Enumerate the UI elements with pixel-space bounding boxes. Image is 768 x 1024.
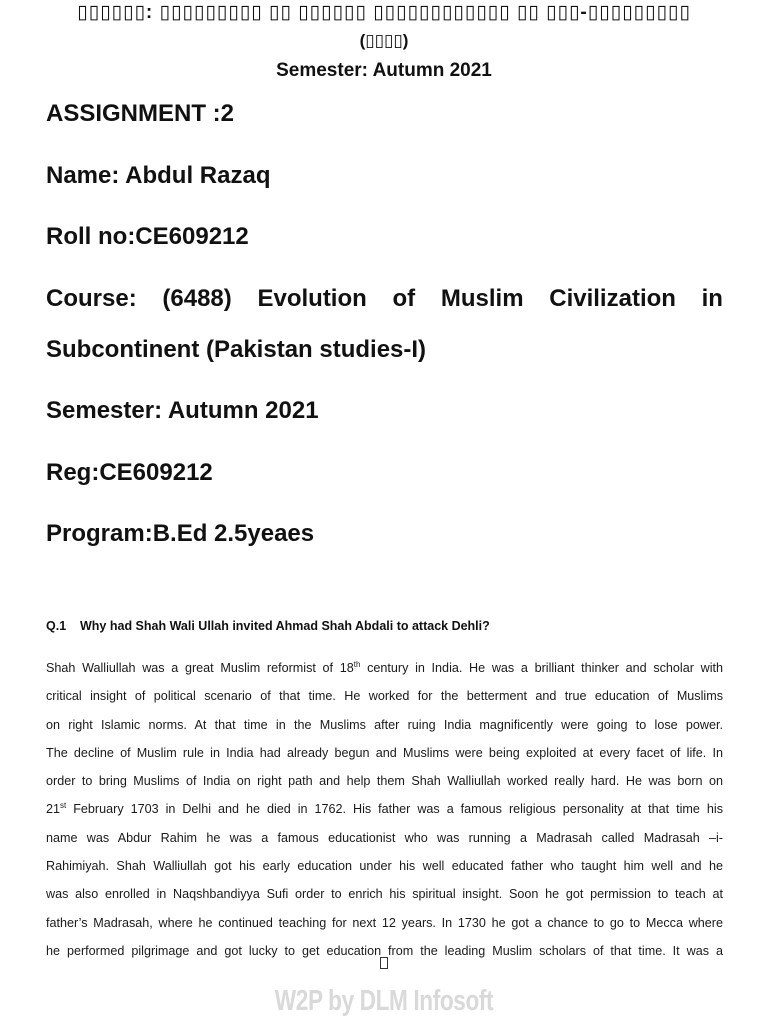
registration-number: Reg:CE609212 <box>46 459 213 486</box>
course-continuation: Subcontinent (Pakistan studies-I) <box>46 336 427 363</box>
answer-line: he performed pilgrimage and got lucky to get education from the leading Muslim scholars of that time. It was a <box>46 943 723 958</box>
watermark: W2P by DLM Infosoft <box>274 985 494 1017</box>
answer-line: name was Abdur Rahim he was a famous educationist who was running a Madrasah called Madrasah –i- <box>46 830 723 845</box>
roll-number: Roll no:CE609212 <box>46 223 249 250</box>
answer-line: Rahimiyah. Shah Walliullah got his early education under his well educated father who taught him well and he <box>46 859 723 874</box>
course-word: Course: <box>46 285 137 312</box>
answer-line: was also enrolled in Naqshbandiyya Sufi order to enrich his spiritual insight. Soon he got permission to teach at <box>46 887 723 902</box>
course-line <box>46 285 723 313</box>
answer-line: on right Islamic norms. At that time in the Muslims after ruing India magnificently were going to lose power. <box>46 717 723 732</box>
course-word: of <box>392 285 416 312</box>
course-word: Civilization <box>549 285 676 312</box>
course-word: Evolution <box>257 285 367 312</box>
student-name: Name: Abdul Razaq <box>46 162 271 189</box>
course-word: in <box>701 285 723 312</box>
question-number: Q.1 <box>46 619 67 633</box>
answer-line: Shah Walliullah was a great Muslim reformist of 18th century in India. He was a brilliant thinker and scholar with <box>46 659 723 675</box>
answer-line: critical insight of political scenario of that time. He worked for the betterment and true education of Muslims <box>46 689 723 704</box>
course-word: Muslim <box>440 285 524 312</box>
missing-glyph-icon <box>380 957 388 969</box>
answer-line: father’s Madrasah, where he continued teaching for next 12 years. In 1730 he got a chance to go to Mecca where <box>46 915 723 930</box>
header-title-garbled: ▯▯▯▯▯▯: ▯▯▯▯▯▯▯▯▯ ▯▯ ▯▯▯▯▯▯ ▯▯▯▯▯▯▯▯▯▯▯▯ ▯▯ ▯▯▯-▯▯▯▯▯▯▯▯▯ <box>77 2 691 23</box>
answer-line: order to bring Muslims of India on right path and help them Shah Walliullah worked really hard. He was born on <box>46 774 723 789</box>
semester-detail: Semester: Autumn 2021 <box>46 397 319 424</box>
answer-paragraph <box>46 654 723 965</box>
answer-line: The decline of Muslim rule in India had already begun and Muslims were being exploited at every facet of life. In <box>46 745 723 760</box>
program: Program:B.Ed 2.5yeaes <box>46 520 315 547</box>
question-heading <box>46 618 490 634</box>
assignment-heading: ASSIGNMENT :2 <box>46 100 235 127</box>
course-word: (6488) <box>162 285 232 312</box>
header-semester: Semester: Autumn 2021 <box>276 60 492 81</box>
answer-line: 21st February 1703 in Delhi and he died in 1762. His father was a famous religious personality at that time his <box>46 801 723 817</box>
header-title-code: (▯▯▯▯) <box>359 31 409 50</box>
question-text: Why had Shah Wali Ullah invited Ahmad Shah Abdali to attack Dehli? <box>80 619 490 633</box>
